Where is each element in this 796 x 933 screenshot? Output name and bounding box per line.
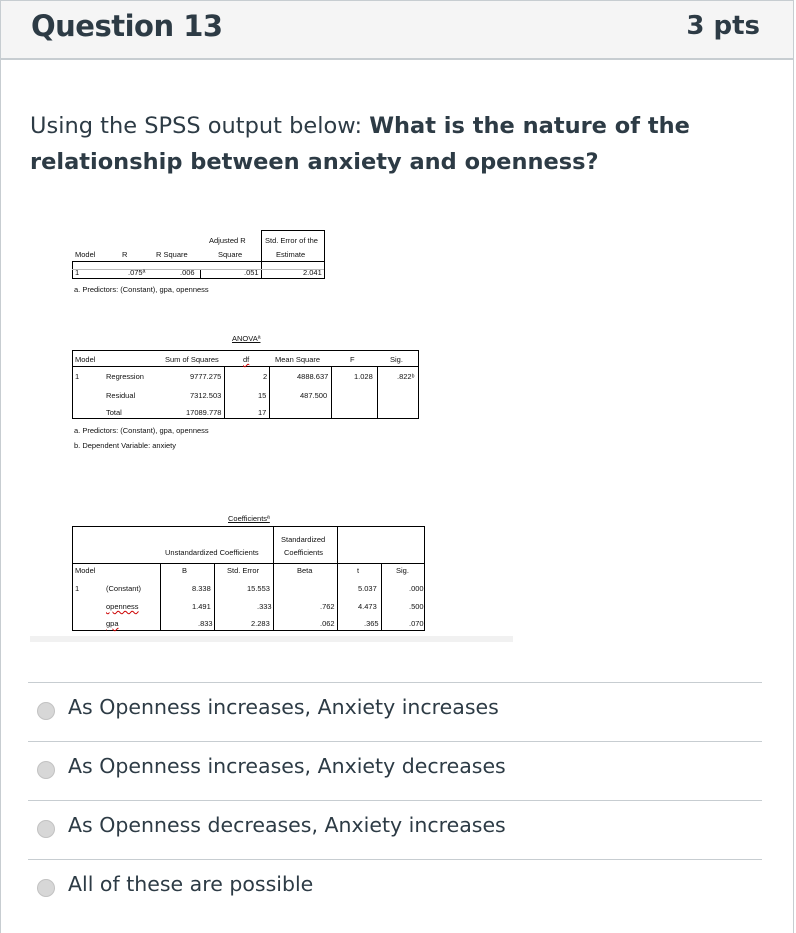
ms-line-bottom [72, 278, 324, 279]
answer-label[interactable]: All of these are possible [68, 872, 314, 896]
answer-list [28, 682, 762, 918]
radio-button[interactable] [37, 820, 55, 838]
ms-header-model: Model [75, 250, 96, 259]
anova-row-sig: .822ᵇ [397, 372, 415, 381]
ms-row-adj: .051 [244, 268, 259, 277]
anova-line-bottom [72, 418, 418, 419]
coef-title: Coefficientsª [228, 514, 270, 523]
coef-group2a: Standardized [281, 535, 326, 544]
ms-row-model: 1 [75, 268, 80, 277]
ms-line-c1 [200, 269, 201, 279]
anova-line-ms [331, 366, 332, 419]
coef-row-label: (Constant) [106, 584, 142, 593]
radio-button[interactable] [37, 879, 55, 897]
spss-image-bottom-strip [30, 636, 513, 642]
ms-row-rsq: .006 [180, 268, 195, 277]
answer-option[interactable] [28, 682, 762, 741]
coef-line-t [381, 563, 382, 631]
ms-header-se2: Estimate [276, 250, 306, 259]
anova-line-right [418, 350, 419, 419]
coef-line-label [160, 563, 161, 631]
coef-line-left [72, 526, 73, 631]
anova-line-ss [224, 366, 225, 419]
anova-line-top [72, 350, 418, 351]
ms-header-adj1: Adjusted R [209, 236, 246, 245]
anova-header-f: F [350, 355, 355, 364]
question-title: Question 13 [31, 9, 223, 43]
ms-footnote: a. Predictors: (Constant), gpa, openness [74, 285, 209, 294]
answer-label[interactable]: As Openness increases, Anxiety increases [68, 695, 499, 719]
ms-line-top [261, 230, 325, 231]
coef-header-se: Std. Error [227, 566, 260, 575]
answer-option[interactable] [28, 800, 762, 859]
question-border-left [0, 60, 1, 933]
coef-row-se: .333 [257, 602, 272, 611]
ms-row-r: .075ª [128, 268, 146, 277]
anova-model: 1 [75, 372, 80, 381]
question-header [0, 0, 794, 60]
ms-line-row [72, 269, 324, 270]
coef-line-top [72, 526, 425, 527]
anova-row-label: Regression [106, 372, 144, 381]
anova-row-df: 17 [258, 408, 267, 417]
prompt-intro: Using the SPSS output below: [30, 113, 370, 139]
ms-row-se: 2.041 [303, 268, 322, 277]
coef-header-beta: Beta [297, 566, 313, 575]
anova-row-ss: 7312.503 [190, 391, 222, 400]
anova-header-model: Model [75, 355, 96, 364]
ms-line-mid [261, 230, 262, 279]
radio-button[interactable] [37, 702, 55, 720]
coef-row-b: .833 [198, 619, 213, 628]
anova-header-df: df [243, 355, 250, 364]
answer-label[interactable]: As Openness increases, Anxiety decreases [68, 754, 506, 778]
anova-title: ANOVAª [232, 334, 261, 343]
coef-header-t: t [357, 566, 360, 575]
coef-line-std [273, 526, 274, 631]
answer-label[interactable]: As Openness decreases, Anxiety increases [68, 813, 506, 837]
anova-row-df: 2 [263, 372, 268, 381]
anova-line-f [377, 366, 378, 419]
ms-header-rsq: R Square [156, 250, 188, 259]
coef-row-b: 1.491 [192, 602, 211, 611]
anova-row-label: Total [106, 408, 122, 417]
anova-row-ms: 487.500 [300, 391, 328, 400]
ms-line-left [72, 261, 73, 279]
anova-row-label: Residual [106, 391, 136, 400]
coef-group2b: Coefficients [284, 548, 324, 557]
ms-line-header [72, 261, 324, 262]
question-border-right [793, 60, 794, 933]
answer-option[interactable] [28, 741, 762, 800]
anova-row-df: 15 [258, 391, 267, 400]
ms-line-right [324, 230, 325, 279]
coef-row-b: 8.338 [192, 584, 211, 593]
coef-row-label: gpa [106, 619, 119, 628]
coef-row-sig: .500 [409, 602, 424, 611]
anova-line-left [72, 350, 73, 419]
coef-row-sig: .000 [409, 584, 424, 593]
anova-line-header [72, 366, 418, 367]
coef-row-label: openness [106, 602, 139, 611]
anova-row-ss: 17089.778 [186, 408, 222, 417]
question-points: 3 pts [686, 11, 760, 41]
coef-line-bottom [72, 630, 425, 631]
coef-row-beta: .762 [320, 602, 335, 611]
anova-header-ms: Mean Square [275, 355, 321, 364]
ms-header-r: R [122, 250, 128, 259]
anova-header-ss: Sum of Squares [165, 355, 219, 364]
coef-row-sig: .070 [409, 619, 424, 628]
coef-row-se: 2.283 [251, 619, 270, 628]
anova-row-f: 1.028 [354, 372, 373, 381]
coef-row-t: 4.473 [358, 602, 377, 611]
coef-line-header [72, 563, 425, 564]
anova-row-ms: 4888.637 [297, 372, 329, 381]
ms-header-se1: Std. Error of the [265, 236, 318, 245]
coef-header-model: Model [75, 566, 96, 575]
prompt-bold: What is the nature of the relationship between anxiety and openness? [30, 113, 690, 175]
coef-line-b [214, 563, 215, 631]
ms-header-adj2: Square [218, 250, 243, 259]
coef-header-b: B [182, 566, 188, 575]
coef-line-right [424, 526, 425, 631]
coef-row-t: .365 [364, 619, 379, 628]
anova-header-sig: Sig. [390, 355, 403, 364]
coef-header-sig: Sig. [396, 566, 409, 575]
anova-line-df [269, 366, 270, 419]
coef-row-t: 5.037 [358, 584, 377, 593]
answer-option[interactable] [28, 859, 762, 918]
coef-line-beta [337, 526, 338, 631]
question-prompt [30, 108, 730, 180]
anova-footnote-b: b. Dependent Variable: anxiety [74, 441, 177, 450]
radio-button[interactable] [37, 761, 55, 779]
coef-row-beta: .062 [320, 619, 335, 628]
anova-footnote-a: a. Predictors: (Constant), gpa, openness [74, 426, 209, 435]
coef-model: 1 [75, 584, 80, 593]
coef-row-se: 15.553 [247, 584, 270, 593]
anova-row-ss: 9777.275 [190, 372, 222, 381]
coef-group1: Unstandardized Coefficients [165, 548, 259, 557]
